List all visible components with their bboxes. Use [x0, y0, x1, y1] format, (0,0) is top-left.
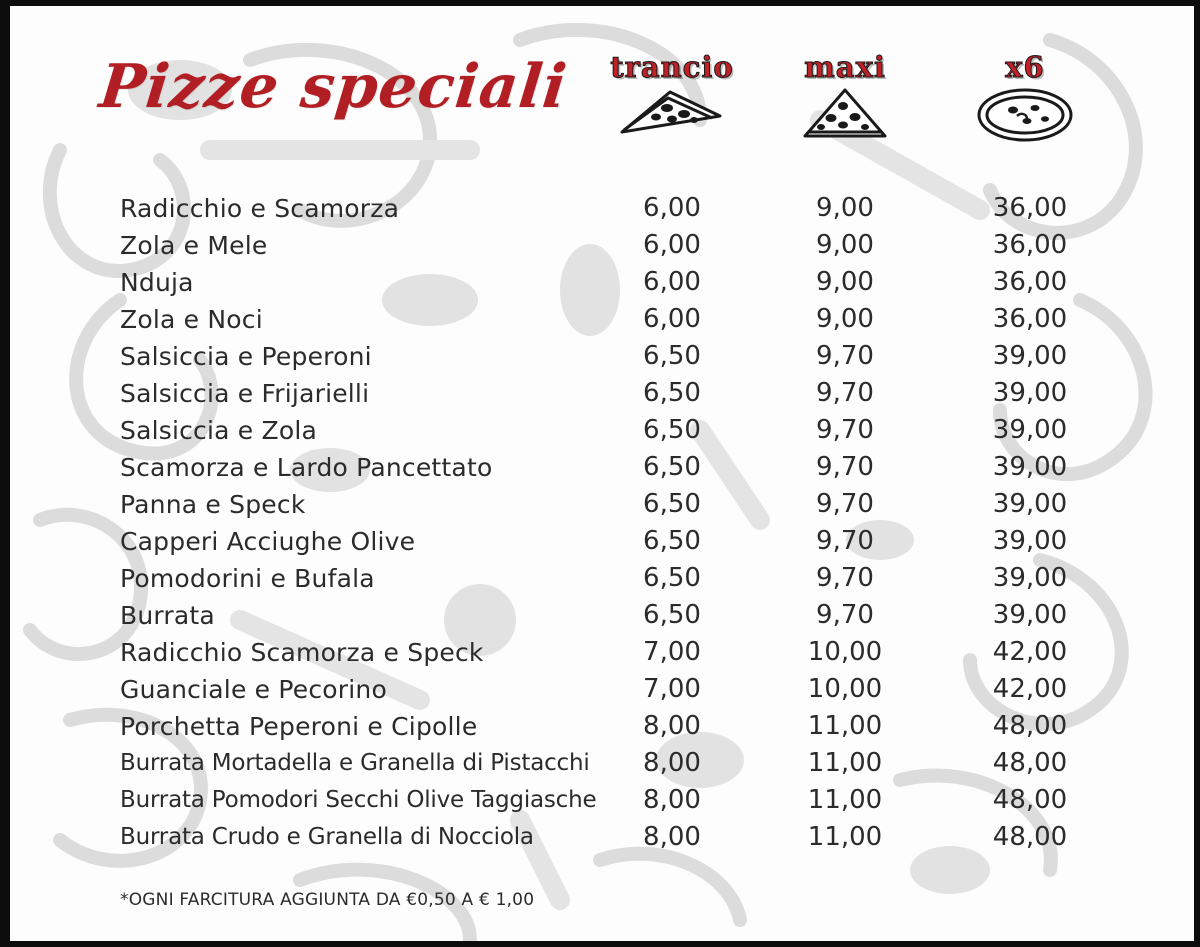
- item-price-x6: 36,00: [992, 267, 1068, 297]
- item-price-maxi: 9,70: [816, 378, 874, 408]
- table-row: [0, 412, 1200, 449]
- table-row: [0, 782, 1200, 819]
- item-name: Salsiccia e Frijarielli: [120, 379, 370, 408]
- table-row: [0, 190, 1200, 227]
- frame-top-border: [0, 0, 1200, 6]
- item-price-x6: 48,00: [992, 785, 1068, 815]
- item-price-x6: 48,00: [992, 711, 1068, 741]
- item-price-x6: 39,00: [992, 489, 1068, 519]
- column-header-maxi-label: maxi: [804, 50, 886, 84]
- table-row: [0, 671, 1200, 708]
- item-price-trancio: 6,00: [643, 267, 701, 297]
- item-price-trancio: 6,00: [643, 304, 701, 334]
- table-row: [0, 264, 1200, 301]
- item-price-trancio: 8,00: [643, 748, 701, 778]
- item-price-trancio: 8,00: [643, 711, 701, 741]
- item-price-maxi: 9,00: [816, 230, 874, 260]
- table-row: [0, 301, 1200, 338]
- footnote: *OGNI FARCITURA AGGIUNTA DA €0,50 A € 1,00: [120, 890, 535, 910]
- item-price-maxi: 9,70: [816, 415, 874, 445]
- item-name: Burrata Mortadella e Granella di Pistacchi: [120, 750, 590, 776]
- item-price-maxi: 11,00: [807, 785, 883, 815]
- item-name: Zola e Noci: [120, 305, 263, 334]
- item-price-maxi: 9,70: [816, 341, 874, 371]
- item-price-trancio: 6,50: [643, 415, 701, 445]
- item-price-x6: 39,00: [992, 563, 1068, 593]
- table-row: [0, 745, 1200, 782]
- item-name: Burrata Pomodori Secchi Olive Taggiasche: [120, 787, 597, 813]
- item-price-x6: 39,00: [992, 378, 1068, 408]
- item-price-trancio: 6,50: [643, 378, 701, 408]
- item-name: Pomodorini e Bufala: [120, 564, 375, 593]
- pizza-slice-maxi-icon: [745, 86, 945, 144]
- item-name: Panna e Speck: [120, 490, 306, 519]
- item-name: Radicchio e Scamorza: [120, 194, 400, 223]
- frame-right-border: [1194, 0, 1200, 947]
- table-row: [0, 227, 1200, 264]
- item-price-x6: 36,00: [992, 193, 1068, 223]
- item-price-maxi: 11,00: [807, 822, 883, 852]
- item-price-trancio: 8,00: [643, 785, 701, 815]
- item-name: Scamorza e Lardo Pancettato: [120, 453, 493, 482]
- item-price-trancio: 6,00: [643, 193, 701, 223]
- item-name: Zola e Mele: [120, 231, 268, 260]
- item-name: Capperi Acciughe Olive: [120, 527, 416, 556]
- item-price-maxi: 9,00: [816, 304, 874, 334]
- item-name: Guanciale e Pecorino: [120, 675, 387, 704]
- item-price-x6: 36,00: [992, 230, 1068, 260]
- item-price-maxi: 9,00: [816, 267, 874, 297]
- item-price-trancio: 6,50: [643, 341, 701, 371]
- item-name: Burrata: [120, 601, 215, 630]
- item-price-x6: 39,00: [992, 600, 1068, 630]
- item-price-x6: 42,00: [992, 674, 1068, 704]
- item-name: Salsiccia e Peperoni: [120, 342, 372, 371]
- whole-pizza-icon: [925, 86, 1125, 144]
- item-price-trancio: 8,00: [643, 822, 701, 852]
- table-row: [0, 708, 1200, 745]
- item-name: Radicchio Scamorza e Speck: [120, 638, 484, 667]
- table-row: [0, 560, 1200, 597]
- item-price-trancio: 7,00: [643, 674, 701, 704]
- frame-left-border: [0, 0, 10, 947]
- table-row: [0, 486, 1200, 523]
- item-price-x6: 42,00: [992, 637, 1068, 667]
- column-header-x6: [925, 50, 1125, 144]
- table-row: [0, 523, 1200, 560]
- item-price-x6: 48,00: [992, 748, 1068, 778]
- pizza-slice-icon: [572, 86, 772, 144]
- table-row: [0, 375, 1200, 412]
- column-header-trancio-label: trancio: [610, 50, 734, 84]
- item-price-x6: 39,00: [992, 341, 1068, 371]
- item-price-maxi: 9,70: [816, 489, 874, 519]
- item-price-x6: 39,00: [992, 526, 1068, 556]
- item-name: Nduja: [120, 268, 194, 297]
- item-price-trancio: 6,00: [643, 230, 701, 260]
- item-price-trancio: 6,50: [643, 600, 701, 630]
- item-price-x6: 36,00: [992, 304, 1068, 334]
- frame-bottom-border: [0, 941, 1200, 947]
- item-price-x6: 39,00: [992, 415, 1068, 445]
- table-row: [0, 597, 1200, 634]
- table-row: [0, 338, 1200, 375]
- item-price-trancio: 7,00: [643, 637, 701, 667]
- item-price-maxi: 9,70: [816, 563, 874, 593]
- item-price-trancio: 6,50: [643, 526, 701, 556]
- item-price-x6: 48,00: [992, 822, 1068, 852]
- item-price-x6: 39,00: [992, 452, 1068, 482]
- item-price-maxi: 11,00: [807, 748, 883, 778]
- item-price-maxi: 9,70: [816, 526, 874, 556]
- column-header-maxi: [745, 50, 945, 144]
- item-price-trancio: 6,50: [643, 563, 701, 593]
- item-price-maxi: 9,00: [816, 193, 874, 223]
- item-price-maxi: 9,70: [816, 600, 874, 630]
- item-price-trancio: 6,50: [643, 452, 701, 482]
- item-price-maxi: 11,00: [807, 711, 883, 741]
- table-row: [0, 634, 1200, 671]
- table-row: [0, 449, 1200, 486]
- item-price-maxi: 10,00: [807, 637, 883, 667]
- item-price-maxi: 10,00: [807, 674, 883, 704]
- table-row: [0, 819, 1200, 856]
- item-name: Salsiccia e Zola: [120, 416, 318, 445]
- page-title: Pizze speciali: [96, 52, 571, 122]
- column-header-x6-label: x6: [1005, 50, 1045, 84]
- menu-items-table: [0, 190, 1200, 856]
- column-header-trancio: [572, 50, 772, 144]
- item-price-trancio: 6,50: [643, 489, 701, 519]
- item-name: Burrata Crudo e Granella di Nocciola: [120, 824, 534, 850]
- item-price-maxi: 9,70: [816, 452, 874, 482]
- item-name: Porchetta Peperoni e Cipolle: [120, 712, 478, 741]
